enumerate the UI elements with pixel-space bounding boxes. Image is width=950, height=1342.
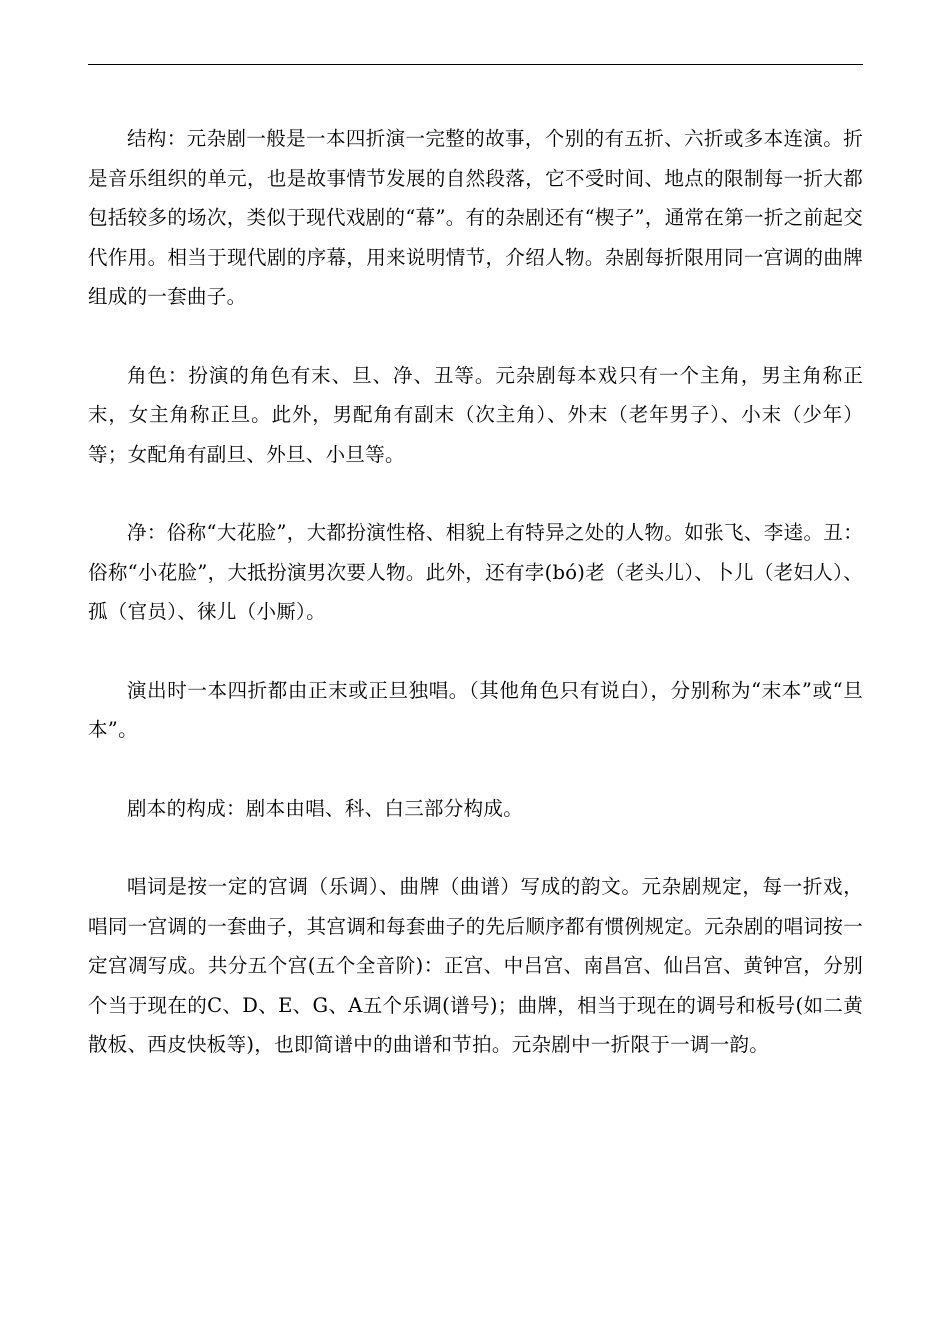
paragraph-performance: 演出时一本四折都由正末或正旦独唱。（其他角色只有说白），分别称为“末本”或“旦本”。 [88,678,863,741]
document-body [88,119,863,1065]
paragraph-structure: 结构：元杂剧一般是一本四折演一完整的故事，个别的有五折、六折或多本连演。折是音乐组织的单元，也是故事情节发展的自然段落，它不受时间、地点的限制每一折大都包括较多的场次，类似于现代戏剧的“幕”。有的杂剧还有“楔子”，通常在第一折之前起交代作用。相当于现代剧的序幕，用来说明情节，介绍人物。杂剧每折限用同一宫调的曲牌组成的一套曲子。 [88,127,863,308]
paragraph-jing-chou: 净：俗称“大花脸”，大都扮演性格、相貌上有特异之处的人物。如张飞、李逵。丑：俗称“小花脸”，大抵扮演男次要人物。此外，还有孛(bó)老（老头儿）、卜儿（老妇人）、孤（官员）、徕儿（小厮）。 [88,521,863,623]
paragraph-lyrics: 唱词是按一定的宫调（乐调）、曲牌（曲谱）写成的韵文。元杂剧规定，每一折戏，唱同一宫调的一套曲子，其宫调和每套曲子的先后顺序都有惯例规定。元杂剧的唱词按一定宫凋写成。共分五个宫(五个全音阶)：正宫、中吕宫、南昌宫、仙吕宫、黄钟宫，分别个当于现在的C、D、E、G、A五个乐调(谱号)；曲牌，相当于现在的调号和板号(如二黄散板、西皮快板等)，也即简谱中的曲谱和节拍。元杂剧中一折限于一调一韵。 [88,875,863,1056]
header-rule [88,64,863,65]
paragraph-roles: 角色：扮演的角色有末、旦、净、丑等。元杂剧每本戏只有一个主角，男主角称正末，女主角称正旦。此外，男配角有副末（次主角）、外末（老年男子）、小末（少年）等；女配角有副旦、外旦、小旦等。 [88,363,863,466]
paragraph-script-composition: 剧本的构成：剧本由唱、科、白三部分构成。 [127,796,524,820]
